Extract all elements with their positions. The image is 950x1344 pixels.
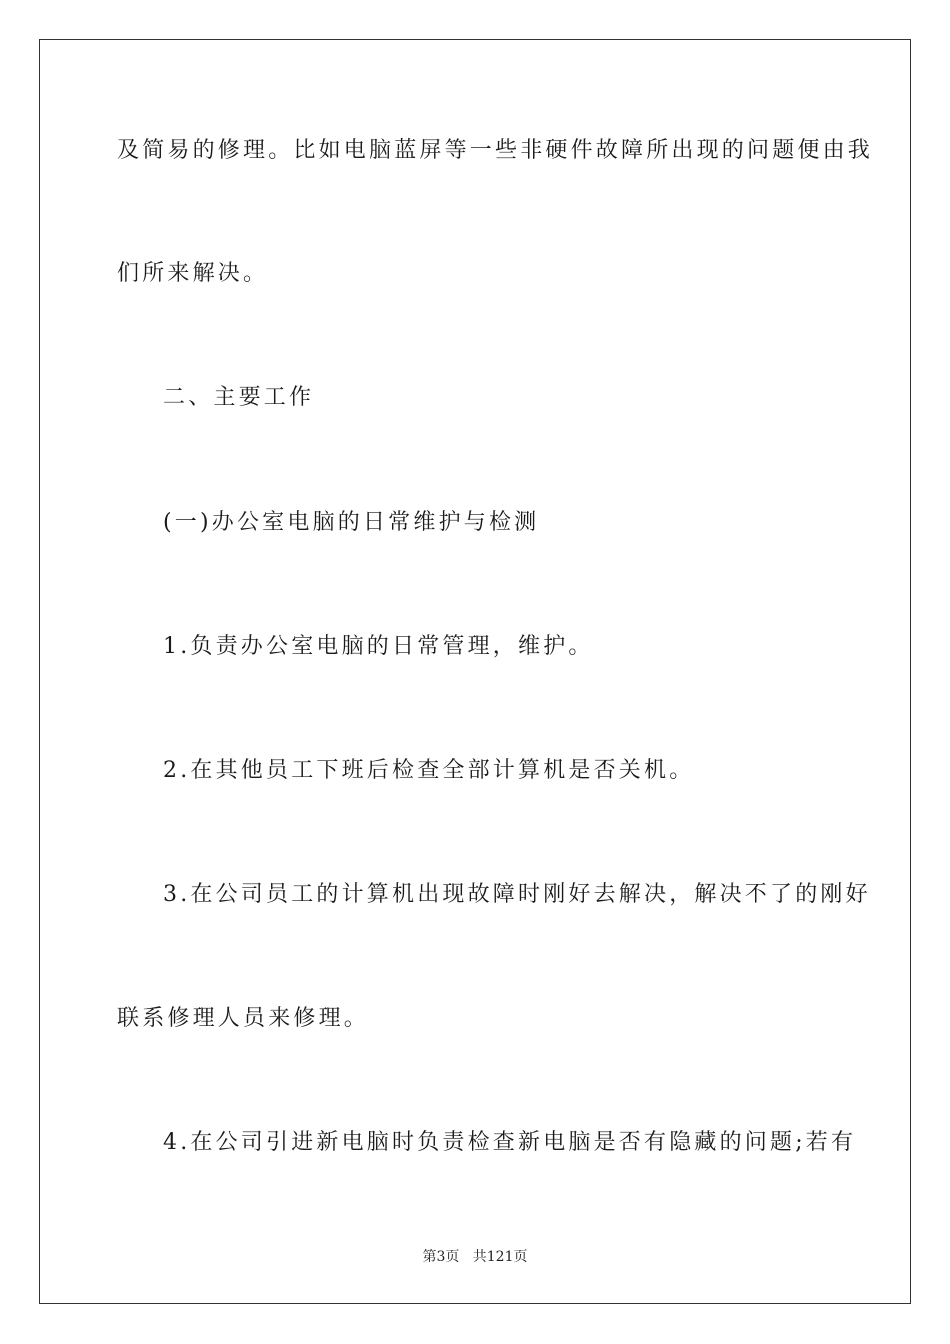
list-item: 1.负责办公室电脑的日常管理，维护。 [163,634,594,659]
page-number: 第3页 [422,1249,460,1265]
subsection-heading: (一)办公室电脑的日常维护与检测 [163,510,540,535]
body-text-line: 及简易的修理。比如电脑蓝屏等一些非硬件故障所出现的问题便由我 [117,138,874,163]
list-item: 2.在其他员工下班后检查全部计算机是否关机。 [163,758,695,783]
list-item: 4.在公司引进新电脑时负责检查新电脑是否有隐藏的问题;若有 [163,1130,857,1155]
list-item: 3.在公司员工的计算机出现故障时刚好去解决，解决不了的刚好 [163,882,871,907]
section-heading: 二、主要工作 [163,385,315,410]
total-pages: 共121页 [472,1249,528,1265]
page-border [39,39,911,1304]
page-footer [0,1248,950,1266]
body-text-line: 联系修理人员来修理。 [117,1006,370,1031]
body-text-line: 们所来解决。 [117,261,269,286]
